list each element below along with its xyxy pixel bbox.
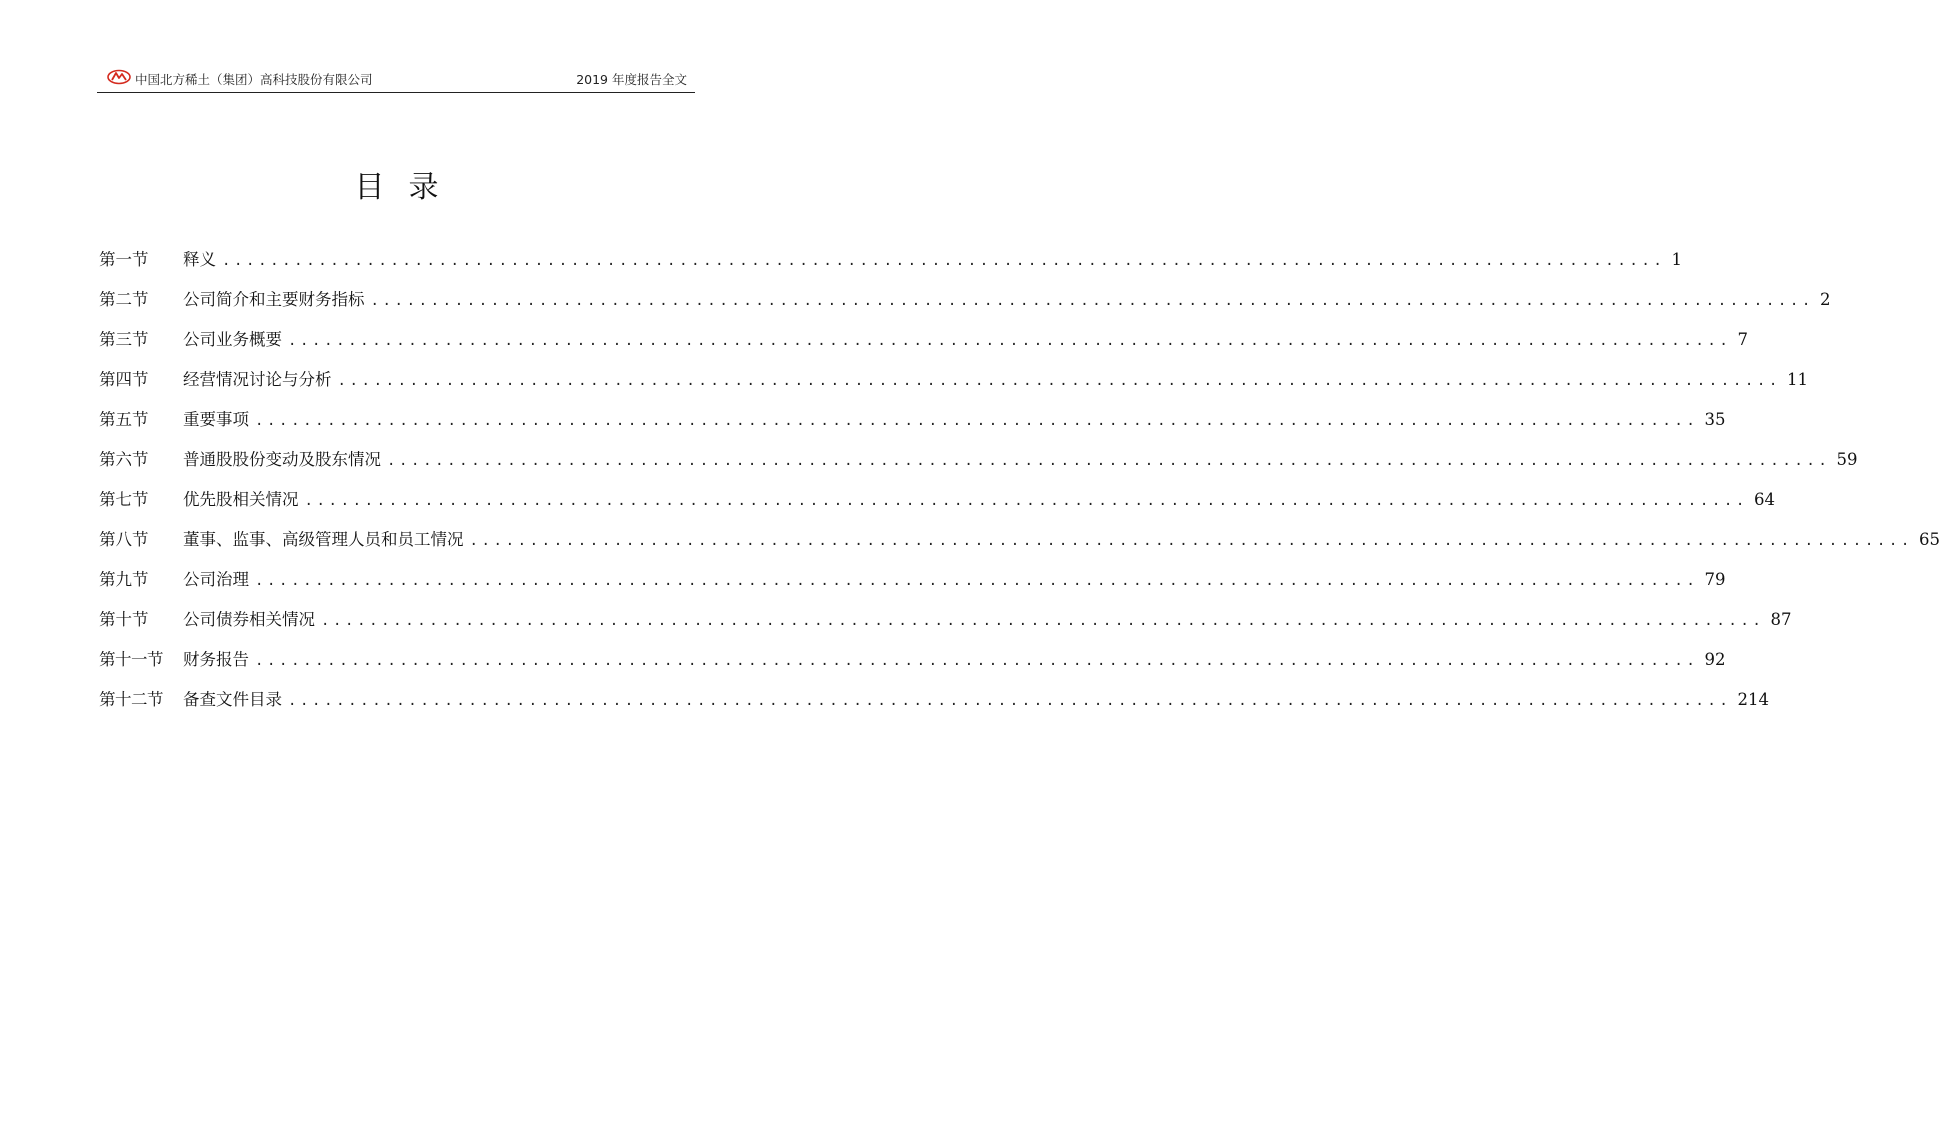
toc-page-number: 64 [1753,490,1775,509]
toc-page-number: 2 [1819,290,1831,309]
toc-entry[interactable] [99,286,1831,326]
toc-entry[interactable] [99,446,1858,486]
toc-leader-dots: ........................................................................................................................ [469,533,1913,549]
toc-section-number: 第七节 [99,490,149,509]
toc-page-number: 59 [1836,450,1858,469]
rare-earth-logo-icon [107,69,131,85]
toc-leader-dots: ........................................................................................................................ [255,573,1699,589]
page-header [97,66,695,93]
toc-page-number: 87 [1770,610,1792,629]
toc-section-number: 第二节 [99,290,149,309]
toc-section-name: 重要事项 [183,410,249,429]
toc-entry[interactable] [99,686,1769,726]
toc-entry[interactable] [99,526,1940,566]
toc-section-name: 公司治理 [183,570,249,589]
toc-leader-dots: ........................................................................................................................ [387,453,1831,469]
toc-section-name: 董事、监事、高级管理人员和员工情况 [183,530,464,549]
toc-entry[interactable] [99,606,1792,646]
toc-section-name: 备查文件目录 [183,690,282,709]
toc-leader-dots: ........................................................................................................................ [222,253,1666,269]
toc-leader-dots: ........................................................................................................................ [255,413,1699,429]
toc-section-number: 第八节 [99,530,149,549]
toc-page-number: 11 [1786,370,1808,389]
header-report-title: 2019 年度报告全文 [576,72,687,87]
header-company-name: 中国北方稀土（集团）高科技股份有限公司 [135,72,373,87]
toc-leader-dots: ........................................................................................................................ [337,373,1781,389]
toc-section-number: 第十节 [99,610,149,629]
toc-page-number: 65 [1918,530,1940,549]
toc-title: 目录 [354,170,463,205]
toc-leader-dots: ........................................................................................................................ [370,293,1814,309]
table-of-contents [99,246,1940,726]
toc-entry[interactable] [99,566,1726,606]
toc-section-name: 财务报告 [183,650,249,669]
toc-section-name: 优先股相关情况 [183,490,299,509]
toc-leader-dots: ........................................................................................................................ [288,693,1732,709]
toc-page-number: 92 [1704,650,1726,669]
toc-section-name: 释义 [183,250,216,269]
toc-section-name: 公司简介和主要财务指标 [183,290,365,309]
toc-entry[interactable] [99,246,1682,286]
toc-section-name: 公司业务概要 [183,330,282,349]
toc-entry[interactable] [99,366,1808,406]
toc-page-number: 79 [1704,570,1726,589]
toc-section-number: 第六节 [99,450,149,469]
toc-entry[interactable] [99,646,1726,686]
toc-leader-dots: ........................................................................................................................ [288,333,1732,349]
toc-entry[interactable] [99,326,1748,366]
toc-page-number: 214 [1737,690,1769,709]
toc-section-name: 普通股股份变动及股东情况 [183,450,381,469]
toc-entry[interactable] [99,406,1726,446]
toc-leader-dots: ........................................................................................................................ [321,613,1765,629]
toc-page-number: 35 [1704,410,1726,429]
toc-section-number: 第四节 [99,370,149,389]
toc-page-number: 1 [1671,250,1682,269]
toc-page-number: 7 [1737,330,1748,349]
toc-section-number: 第十一节 [99,650,163,669]
toc-leader-dots: ........................................................................................................................ [304,493,1748,509]
toc-leader-dots: ........................................................................................................................ [255,653,1699,669]
toc-section-number: 第十二节 [99,690,163,709]
toc-entry[interactable] [99,486,1775,526]
toc-section-name: 经营情况讨论与分析 [183,370,332,389]
toc-section-name: 公司债券相关情况 [183,610,315,629]
toc-section-number: 第一节 [99,250,149,269]
toc-section-number: 第五节 [99,410,149,429]
toc-section-number: 第三节 [99,330,149,349]
toc-section-number: 第九节 [99,570,149,589]
